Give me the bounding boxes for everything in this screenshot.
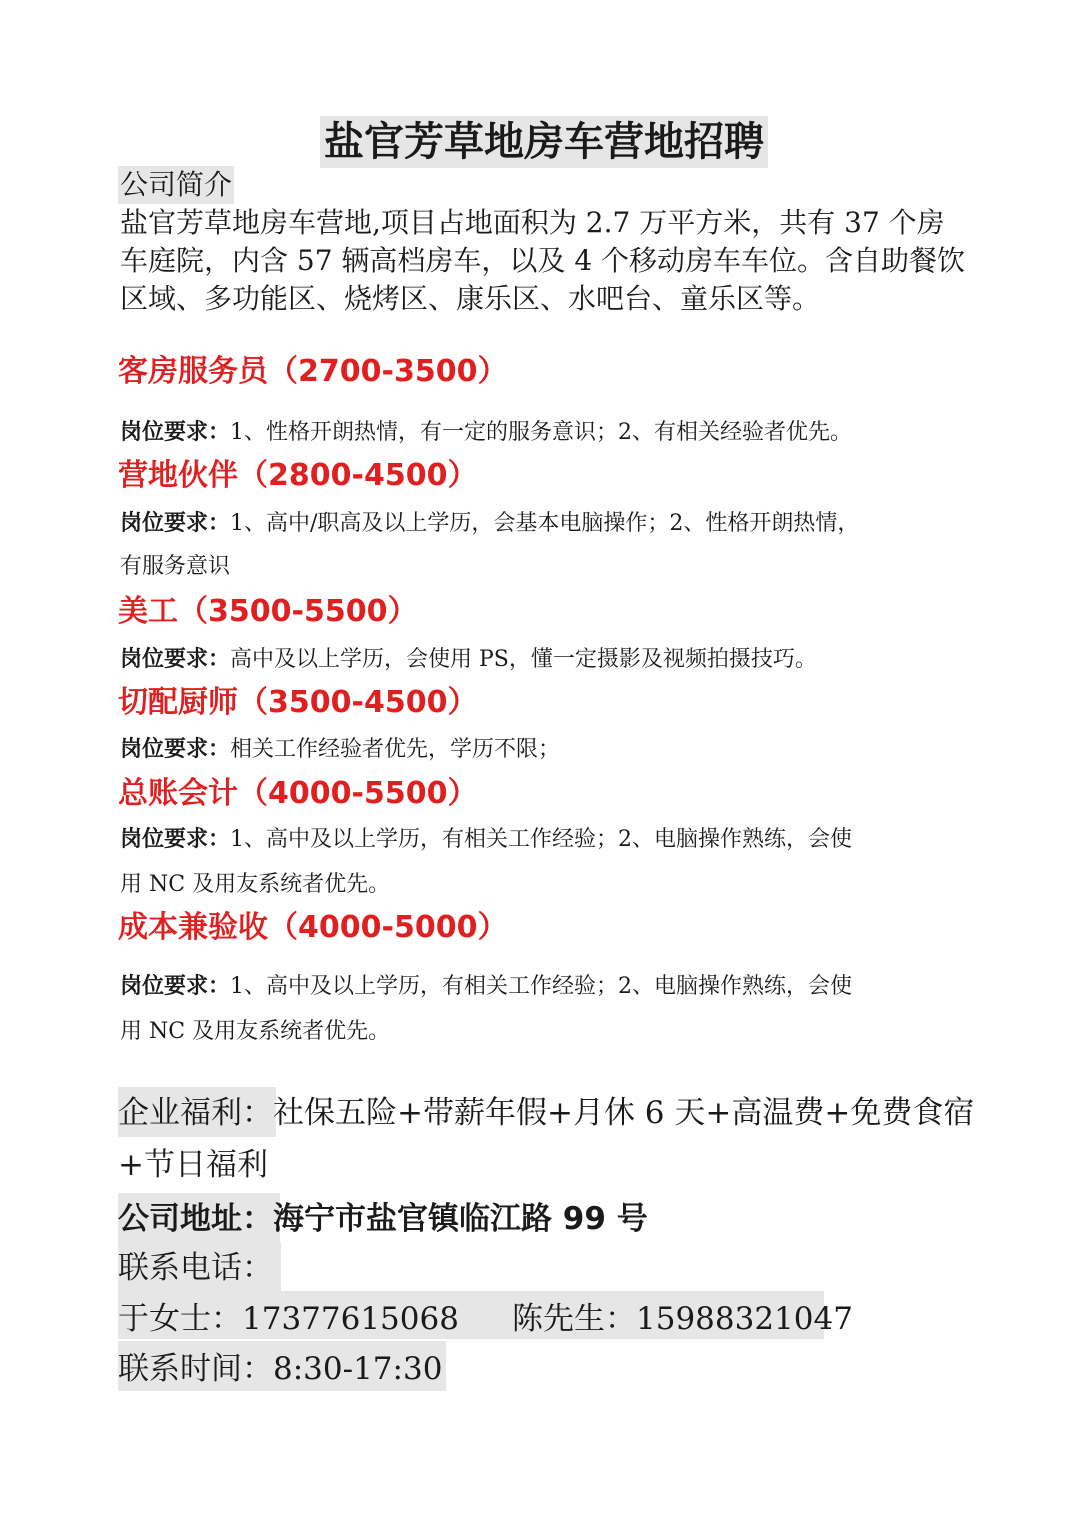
benefits-line-2: +节日福利 (118, 1147, 268, 1183)
job-requirement (120, 645, 817, 675)
hours-line (118, 1345, 442, 1393)
contact-2: 陈先生：15988321047 (512, 1301, 853, 1337)
job-title: 美工（3500-5500） (118, 594, 418, 629)
requirement-text: 1、高中及以上学历，有相关工作经验；2、电脑操作熟练，会使 (230, 827, 853, 852)
intro-line: 区域、多功能区、烧烤区、康乐区、水吧台、童乐区等。 (120, 282, 821, 315)
intro-line: 车庭院，内含 57 辆高档房车，以及 4 个移动房车车位。含自助餐饮 (120, 244, 966, 277)
contact-1: 于女士：17377615068 (118, 1301, 459, 1337)
phone-label: 联系电话： (118, 1250, 273, 1286)
job-title: 成本兼验收（4000-5000） (118, 910, 508, 945)
job-requirement (120, 972, 852, 1002)
address-value: 海宁市盐官镇临江路 99 号 (273, 1201, 648, 1237)
requirement-text: 有服务意识 (120, 554, 231, 579)
requirement-label: 岗位要求： (120, 647, 231, 672)
intro-line: 盐官芳草地房车营地,项目占地面积为 2.7 万平方米，共有 37 个房 (120, 206, 945, 239)
address-line (118, 1195, 648, 1243)
requirement-text: 用 NC 及用友系统者优先。 (120, 872, 391, 897)
address-label: 公司地址： (118, 1201, 273, 1237)
job-requirement (120, 418, 852, 448)
job-title: 客房服务员（2700-3500） (118, 354, 508, 389)
benefits-label: 企业福利： (118, 1095, 273, 1131)
requirement-label: 岗位要求： (120, 974, 231, 999)
requirement-label: 岗位要求： (120, 827, 231, 852)
job-title: 营地伙伴（2800-4500） (118, 458, 478, 493)
job-requirement (120, 735, 560, 765)
requirement-label: 岗位要求： (120, 737, 231, 762)
requirement-text: 高中及以上学历，会使用 PS，懂一定摄影及视频拍摄技巧。 (230, 647, 817, 672)
requirement-text: 1、性格开朗热情，有一定的服务意识；2、有相关经验者优先。 (230, 420, 853, 445)
page-title: 盐官芳草地房车营地招聘 (320, 116, 768, 168)
job-requirement (120, 509, 859, 539)
requirement-text: 1、高中及以上学历，有相关工作经验；2、电脑操作熟练，会使 (230, 974, 853, 999)
hours-value: 8:30-17:30 (273, 1351, 443, 1387)
requirement-text: 用 NC 及用友系统者优先。 (120, 1019, 391, 1044)
requirement-label: 岗位要求： (120, 511, 231, 536)
benefits-text: 社保五险+带薪年假+月休 6 天+高温费+免费食宿 (273, 1095, 975, 1131)
requirement-text: 1、高中/职高及以上学历，会基本电脑操作；2、性格开朗热情， (230, 511, 860, 536)
job-title: 切配厨师（3500-4500） (118, 685, 478, 720)
job-requirement (120, 825, 852, 855)
intro-heading: 公司简介 (118, 166, 234, 204)
requirement-text: 相关工作经验者优先，学历不限； (230, 737, 561, 762)
requirement-label: 岗位要求： (120, 420, 231, 445)
job-title: 总账会计（4000-5500） (118, 776, 478, 811)
benefits-line (118, 1089, 974, 1137)
hours-label: 联系时间： (118, 1351, 273, 1387)
